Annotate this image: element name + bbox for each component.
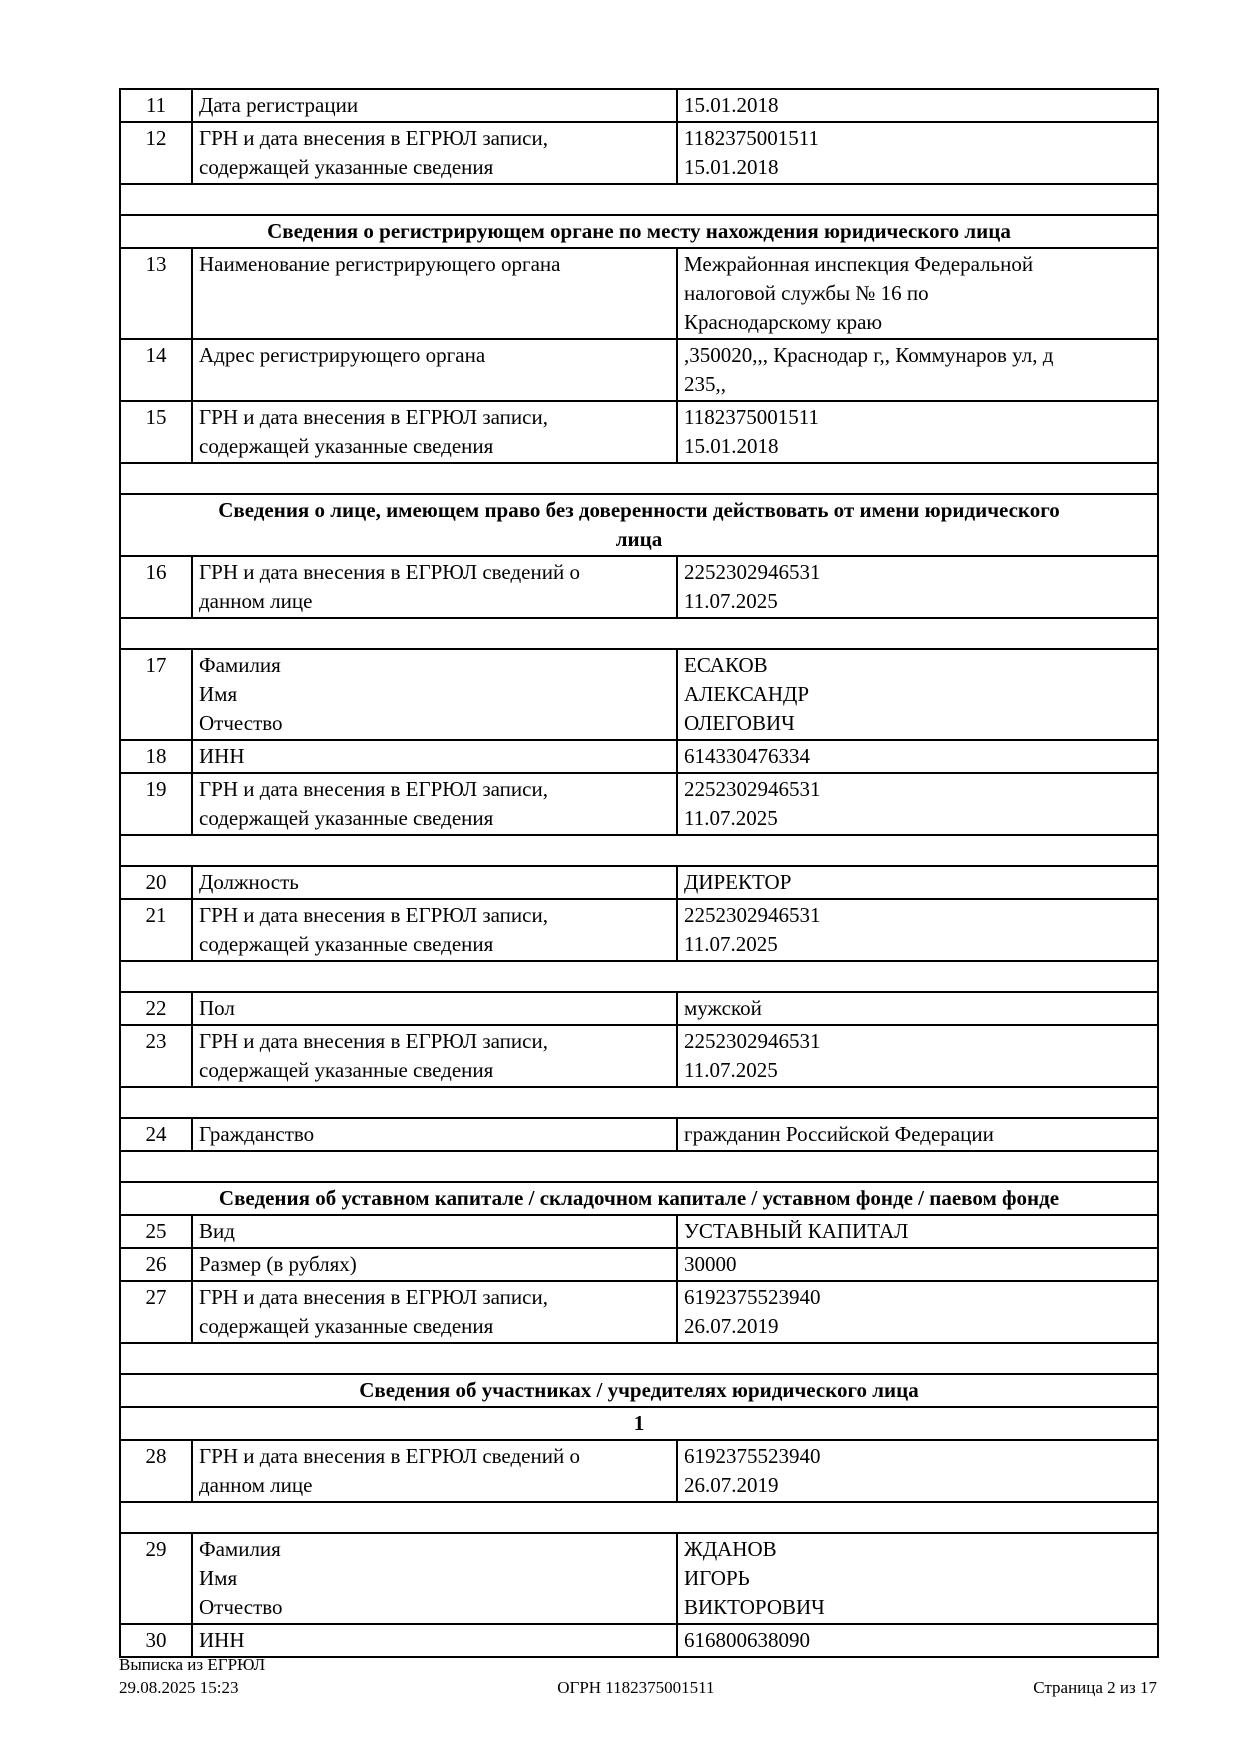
spacer-row: [120, 961, 1158, 992]
row-number-cell: 25: [120, 1215, 192, 1248]
row-value-cell: [677, 899, 1158, 961]
section-header-cell: [120, 1374, 1158, 1407]
table-row: [120, 401, 1158, 463]
row-label-cell: [192, 1281, 677, 1343]
row-number-cell: 23: [120, 1025, 192, 1087]
row-value-cell: [677, 89, 1158, 122]
cell-text-line: 30000: [684, 1252, 737, 1276]
cell-text-line: Сведения об уставном капитале / складочном капитале / уставном фонде / паевом фонде: [218, 1186, 1060, 1210]
row-label-cell: [192, 866, 677, 899]
spacer-row: [120, 1151, 1158, 1182]
table-row: [120, 1533, 1158, 1624]
cell-text-line: Отчество: [199, 711, 283, 735]
row-label-cell: [192, 1118, 677, 1151]
row-value-cell: [677, 1025, 1158, 1087]
row-number-cell: 30: [120, 1624, 192, 1657]
row-label-cell: [192, 89, 677, 122]
cell-text-line: 15.01.2018: [684, 155, 779, 179]
row-value-cell: [677, 248, 1158, 339]
row-label-cell: [192, 339, 677, 401]
section-header-row: [120, 215, 1158, 248]
cell-text-line: ЖДАНОВ: [684, 1537, 777, 1561]
cell-text-line: УСТАВНЫЙ КАПИТАЛ: [684, 1219, 909, 1243]
cell-text-line: Фамилия: [199, 1537, 281, 1561]
table-row: [120, 649, 1158, 740]
cell-text-line: налоговой службы № 16 по: [684, 281, 929, 305]
spacer-row: [120, 618, 1158, 649]
cell-text-line: ГРН и дата внесения в ЕГРЮЛ записи,: [199, 405, 548, 429]
table-row: [120, 1440, 1158, 1502]
table-row: [120, 866, 1158, 899]
cell-text-line: ИНН: [199, 1628, 245, 1652]
cell-text-line: содержащей указанные сведения: [199, 806, 494, 830]
spacer-row: [120, 1343, 1158, 1374]
cell-text-line: данном лице: [199, 1473, 313, 1497]
cell-text-line: 2252302946531: [684, 560, 821, 584]
cell-text-line: ГРН и дата внесения в ЕГРЮЛ сведений о: [199, 1444, 580, 1468]
row-number-cell: 28: [120, 1440, 192, 1502]
cell-text-line: Должность: [199, 870, 299, 894]
spacer-cell: [120, 618, 1158, 649]
cell-text-line: Межрайонная инспекция Федеральной: [684, 252, 1034, 276]
section-header-cell: [120, 215, 1158, 248]
spacer-cell: [120, 463, 1158, 494]
row-value-cell: [677, 992, 1158, 1025]
row-value-cell: [677, 122, 1158, 184]
cell-text-line: 2252302946531: [684, 777, 821, 801]
cell-text-line: 11.07.2025: [684, 1058, 778, 1082]
cell-text-line: Пол: [199, 996, 235, 1020]
cell-text-line: 1182375001511: [684, 405, 819, 429]
row-value-cell: [677, 773, 1158, 835]
section-header-row: [120, 494, 1158, 556]
spacer-cell: [120, 961, 1158, 992]
spacer-row: [120, 1502, 1158, 1533]
row-label-cell: [192, 773, 677, 835]
row-number-cell: 20: [120, 866, 192, 899]
table-row: [120, 740, 1158, 773]
cell-text-line: ВИКТОРОВИЧ: [684, 1595, 825, 1619]
row-label-cell: [192, 401, 677, 463]
subsection-number-row: [120, 1407, 1158, 1440]
row-number-cell: 16: [120, 556, 192, 618]
row-label-cell: [192, 122, 677, 184]
row-label-cell: [192, 992, 677, 1025]
cell-text-line: 235,,: [684, 372, 726, 396]
cell-text-line: содержащей указанные сведения: [199, 1058, 494, 1082]
cell-text-line: Размер (в рублях): [199, 1252, 357, 1276]
cell-text-line: Сведения об участниках / учредителях юридического лица: [359, 1378, 919, 1402]
cell-text-line: данном лице: [199, 589, 313, 613]
cell-text-line: Сведения о лице, имеющем право без доверенности действовать от имени юридического: [218, 498, 1060, 522]
row-label-cell: [192, 1215, 677, 1248]
cell-text-line: ГРН и дата внесения в ЕГРЮЛ записи,: [199, 903, 548, 927]
table-row: [120, 248, 1158, 339]
row-label-cell: [192, 1248, 677, 1281]
table-row: [120, 1248, 1158, 1281]
cell-text-line: ИГОРЬ: [684, 1566, 750, 1590]
spacer-row: [120, 1087, 1158, 1118]
row-value-cell: [677, 866, 1158, 899]
row-number-cell: 15: [120, 401, 192, 463]
row-number-cell: 13: [120, 248, 192, 339]
cell-text-line: ДИРЕКТОР: [684, 870, 792, 894]
spacer-cell: [120, 835, 1158, 866]
row-value-cell: [677, 1533, 1158, 1624]
footer-datetime: 29.08.2025 15:23: [119, 1678, 239, 1697]
table-row: [120, 122, 1158, 184]
footer-doc-type: Выписка из ЕГРЮЛ: [119, 1655, 266, 1674]
cell-text-line: 616800638090: [684, 1628, 810, 1652]
cell-text-line: ОЛЕГОВИЧ: [684, 711, 795, 735]
footer-page-number: Страница 2 из 17: [1033, 1678, 1157, 1697]
row-number-cell: 14: [120, 339, 192, 401]
spacer-cell: [120, 184, 1158, 215]
cell-text-line: ЕСАКОВ: [684, 653, 768, 677]
row-value-cell: [677, 1118, 1158, 1151]
spacer-row: [120, 184, 1158, 215]
cell-text-line: Наименование регистрирующего органа: [199, 252, 561, 276]
page-footer: [119, 1653, 1157, 1699]
table-row: [120, 339, 1158, 401]
row-label-cell: [192, 740, 677, 773]
cell-text-line: 26.07.2019: [684, 1314, 779, 1338]
section-header-row: [120, 1374, 1158, 1407]
cell-text-line: АЛЕКСАНДР: [684, 682, 810, 706]
row-number-cell: 22: [120, 992, 192, 1025]
section-header-cell: [120, 494, 1158, 556]
table-row: [120, 556, 1158, 618]
cell-text-line: 11.07.2025: [684, 932, 778, 956]
row-number-cell: 18: [120, 740, 192, 773]
row-value-cell: [677, 649, 1158, 740]
row-label-cell: [192, 248, 677, 339]
row-label-cell: [192, 649, 677, 740]
row-label-cell: [192, 899, 677, 961]
spacer-cell: [120, 1087, 1158, 1118]
cell-text-line: 11.07.2025: [684, 589, 778, 613]
footer-ogrn: ОГРН 1182375001511: [557, 1678, 715, 1697]
row-number-cell: 27: [120, 1281, 192, 1343]
row-value-cell: [677, 401, 1158, 463]
footer-bottom-line: [119, 1676, 1157, 1699]
cell-text-line: содержащей указанные сведения: [199, 155, 494, 179]
row-value-cell: [677, 339, 1158, 401]
cell-text-line: ИНН: [199, 744, 245, 768]
cell-text-line: содержащей указанные сведения: [199, 932, 494, 956]
row-number-cell: 19: [120, 773, 192, 835]
cell-text-line: Вид: [199, 1219, 235, 1243]
table-row: [120, 773, 1158, 835]
row-value-cell: [677, 740, 1158, 773]
cell-text-line: Фамилия: [199, 653, 281, 677]
row-number-cell: 29: [120, 1533, 192, 1624]
row-value-cell: [677, 1215, 1158, 1248]
subsection-number-cell: 1: [120, 1407, 1158, 1440]
row-number-cell: 21: [120, 899, 192, 961]
spacer-cell: [120, 1151, 1158, 1182]
cell-text-line: гражданин Российской Федерации: [684, 1122, 994, 1146]
cell-text-line: Адрес регистрирующего органа: [199, 343, 486, 367]
row-number-cell: 17: [120, 649, 192, 740]
egrul-extract-table: [119, 88, 1159, 1658]
row-label-cell: [192, 1440, 677, 1502]
table-row: [120, 1118, 1158, 1151]
row-label-cell: [192, 556, 677, 618]
cell-text-line: лица: [615, 527, 663, 551]
cell-text-line: Имя: [199, 682, 238, 706]
cell-text-line: ГРН и дата внесения в ЕГРЮЛ записи,: [199, 777, 548, 801]
cell-text-line: Сведения о регистрирующем органе по месту нахождения юридического лица: [267, 219, 1011, 243]
cell-text-line: Дата регистрации: [199, 93, 359, 117]
cell-text-line: 2252302946531: [684, 903, 821, 927]
row-value-cell: [677, 1281, 1158, 1343]
cell-text-line: 26.07.2019: [684, 1473, 779, 1497]
spacer-row: [120, 835, 1158, 866]
spacer-cell: [120, 1502, 1158, 1533]
table-row: [120, 899, 1158, 961]
cell-text-line: 2252302946531: [684, 1029, 821, 1053]
section-header-row: [120, 1182, 1158, 1215]
cell-text-line: Краснодарскому краю: [684, 310, 883, 334]
table-row: [120, 992, 1158, 1025]
cell-text-line: 15.01.2018: [684, 93, 779, 117]
row-number-cell: 24: [120, 1118, 192, 1151]
row-number-cell: 11: [120, 89, 192, 122]
row-value-cell: [677, 1248, 1158, 1281]
table-row: [120, 89, 1158, 122]
cell-text-line: Гражданство: [199, 1122, 315, 1146]
cell-text-line: 15.01.2018: [684, 434, 779, 458]
table-row: [120, 1025, 1158, 1087]
cell-text-line: ГРН и дата внесения в ЕГРЮЛ сведений о: [199, 560, 580, 584]
table-row: [120, 1281, 1158, 1343]
cell-text-line: содержащей указанные сведения: [199, 1314, 494, 1338]
cell-text-line: ГРН и дата внесения в ЕГРЮЛ записи,: [199, 1285, 548, 1309]
table-row: [120, 1215, 1158, 1248]
cell-text-line: мужской: [684, 996, 762, 1020]
cell-text-line: 6192375523940: [684, 1285, 821, 1309]
cell-text-line: Отчество: [199, 1595, 283, 1619]
section-header-cell: [120, 1182, 1158, 1215]
row-value-cell: [677, 1440, 1158, 1502]
cell-text-line: 1182375001511: [684, 126, 819, 150]
spacer-row: [120, 463, 1158, 494]
row-label-cell: [192, 1025, 677, 1087]
spacer-cell: [120, 1343, 1158, 1374]
cell-text-line: содержащей указанные сведения: [199, 434, 494, 458]
row-value-cell: [677, 556, 1158, 618]
row-number-cell: 26: [120, 1248, 192, 1281]
cell-text-line: ,350020,,, Краснодар г,, Коммунаров ул, д: [684, 343, 1054, 367]
cell-text-line: 11.07.2025: [684, 806, 778, 830]
cell-text-line: ГРН и дата внесения в ЕГРЮЛ записи,: [199, 1029, 548, 1053]
cell-text-line: 6192375523940: [684, 1444, 821, 1468]
cell-text-line: Имя: [199, 1566, 238, 1590]
cell-text-line: 614330476334: [684, 744, 810, 768]
row-label-cell: [192, 1533, 677, 1624]
cell-text-line: ГРН и дата внесения в ЕГРЮЛ записи,: [199, 126, 548, 150]
row-number-cell: 12: [120, 122, 192, 184]
